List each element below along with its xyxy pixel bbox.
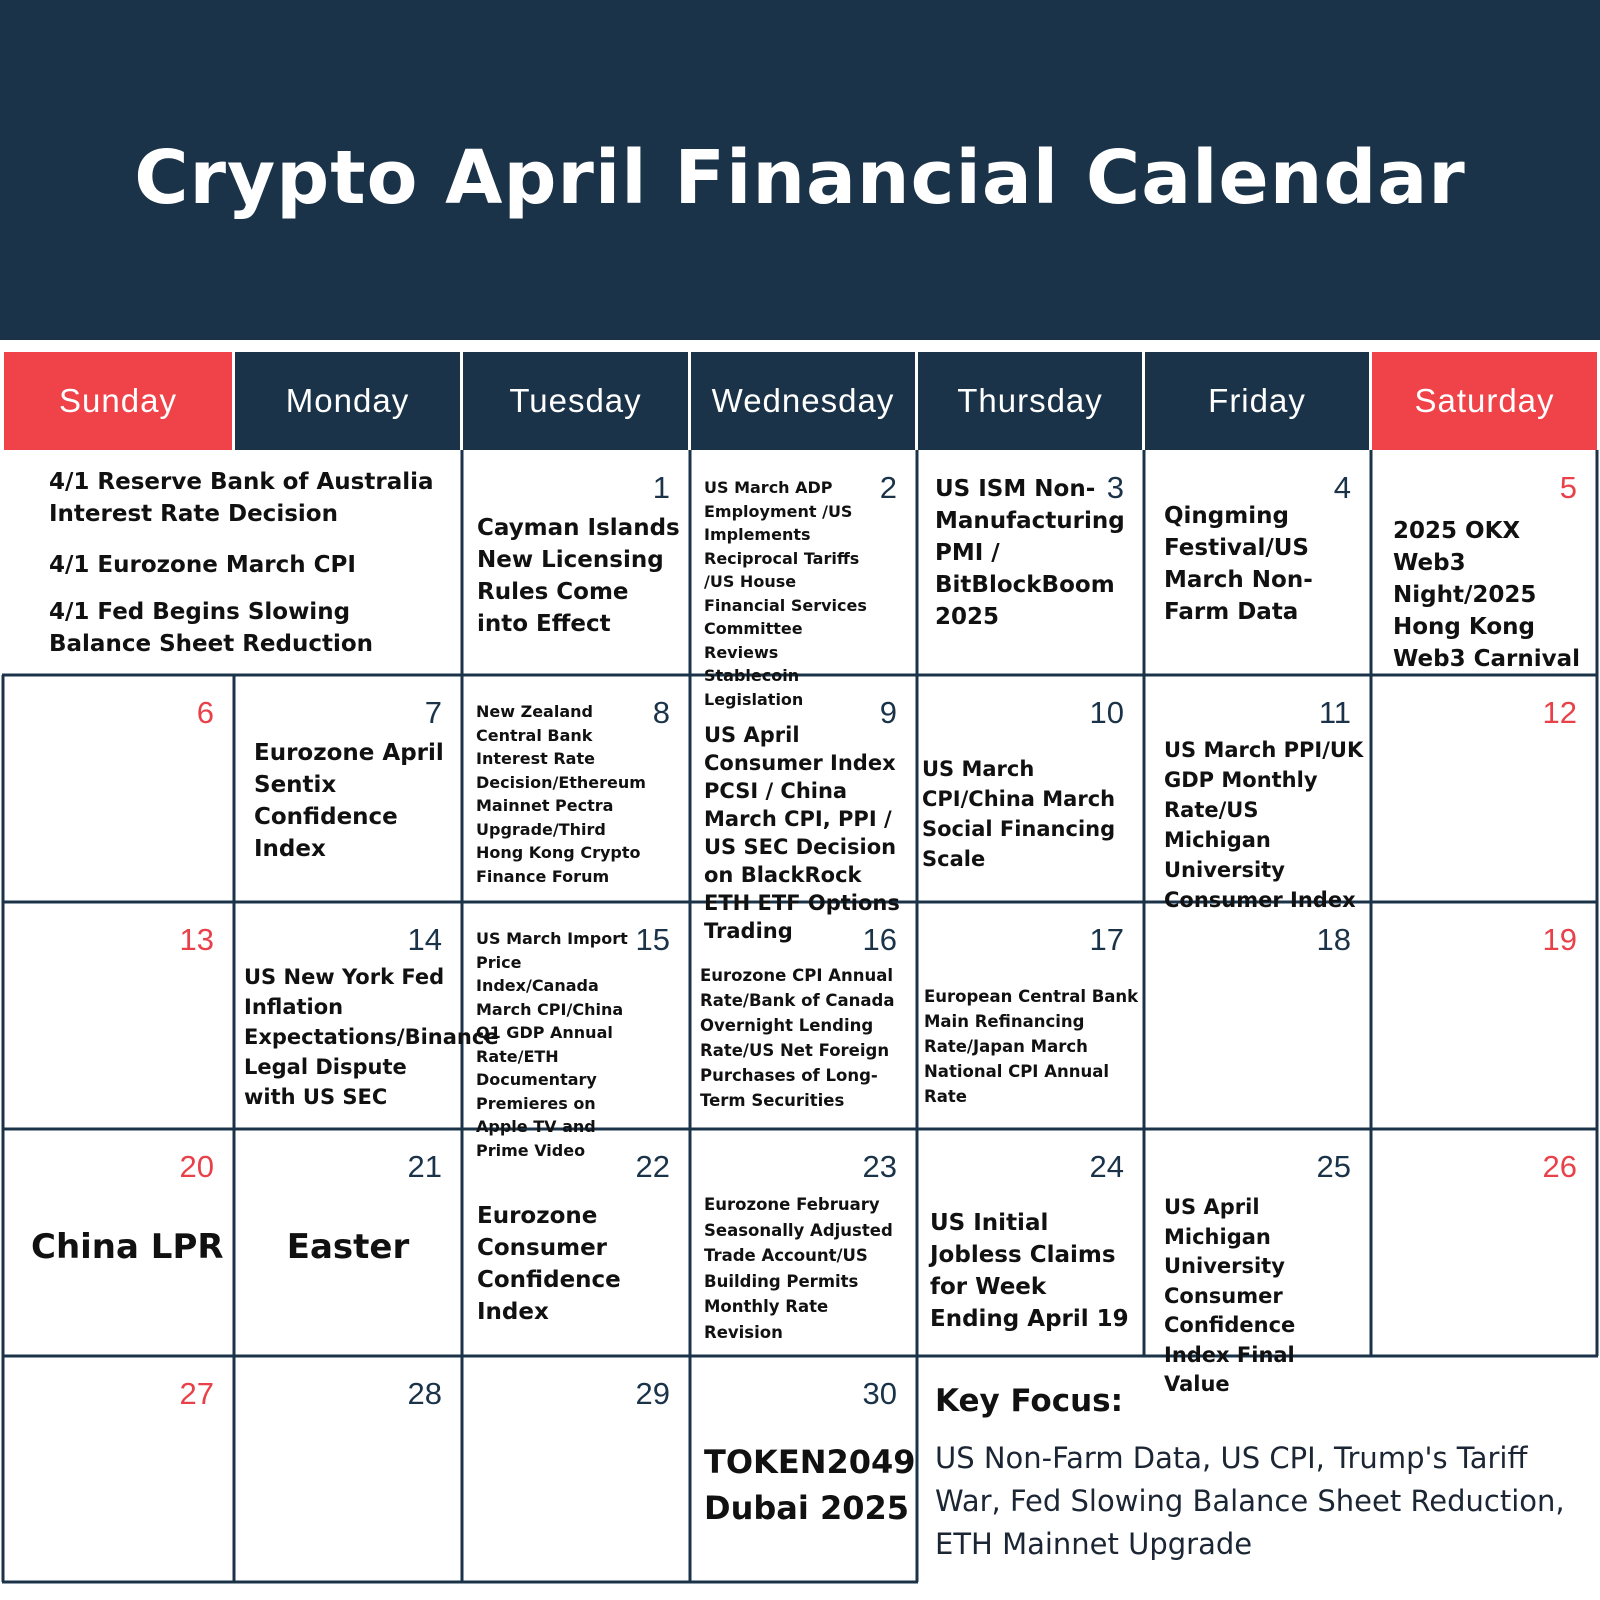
calendar-day-17[interactable] — [917, 902, 1144, 1129]
event-text: New Zealand Central Bank Interest Rate Decision/Ethereum Mainnet Pectra Upgrade/Third Hong Kong Crypto Finance Forum — [476, 702, 646, 886]
calendar-day-23[interactable] — [690, 1129, 917, 1356]
event-text: China LPR — [31, 1227, 224, 1267]
calendar-day-1[interactable] — [462, 450, 690, 675]
date-number: 24 — [1089, 1149, 1124, 1184]
date-number: 4 — [1333, 470, 1351, 505]
date-number: 26 — [1542, 1149, 1577, 1184]
calendar-day-20[interactable] — [3, 1129, 234, 1356]
calendar-day-29[interactable] — [462, 1356, 690, 1582]
event-text: 2025 OKX Web3 Night/2025 Hong Kong Web3 Carnival — [1393, 518, 1581, 672]
event-text-apr1-rba: 4/1 Reserve Bank of Australia Interest Rate Decision — [49, 469, 434, 527]
calendar-day-11[interactable] — [1144, 675, 1371, 912]
key-focus-body: US Non-Farm Data, US CPI, Trump's Tariff War, Fed Slowing Balance Sheet Reduction, ETH Mainnet Upgrade — [935, 1441, 1565, 1561]
calendar-day-4[interactable] — [1144, 450, 1371, 675]
date-number: 14 — [407, 922, 442, 957]
calendar-day-19[interactable] — [1371, 902, 1597, 1129]
date-number: 16 — [862, 922, 897, 957]
event-text: US March PPI/UK GDP Monthly Rate/US Michigan University Consumer Index — [1164, 738, 1364, 912]
event-text: US March Import Price Index/Canada March CPI/China Q1 GDP Annual Rate/ETH Documentary Premieres on Apple TV and Prime Video — [476, 929, 628, 1160]
calendar-day-26[interactable] — [1371, 1129, 1597, 1356]
day-header-sunday: Sunday — [4, 352, 232, 450]
event-text: US March ADP Employment /US Implements Reciprocal Tariffs /US House Financial Services Committee Reviews Stablecoin Legislation — [704, 478, 867, 709]
key-focus-title: Key Focus: — [935, 1383, 1124, 1419]
event-text: US April Consumer Index PCSI / China March CPI, PPI / US SEC Decision on BlackRock ETH ETF Options Trading — [704, 723, 900, 943]
event-text: TOKEN2049 Dubai 2025 — [704, 1443, 916, 1527]
date-number: 18 — [1316, 922, 1351, 957]
calendar-day-16[interactable] — [690, 902, 917, 1129]
calendar-day-25[interactable] — [1144, 1129, 1371, 1396]
calendar-day-27[interactable] — [3, 1356, 234, 1582]
date-number: 25 — [1316, 1149, 1351, 1184]
date-number: 3 — [1106, 470, 1124, 505]
calendar-day-21[interactable] — [234, 1129, 462, 1356]
event-text-apr1-fed: 4/1 Fed Begins Slowing Balance Sheet Reduction — [49, 599, 374, 657]
day-header-tuesday: Tuesday — [463, 352, 688, 450]
day-header-thursday: Thursday — [918, 352, 1142, 450]
date-number: 21 — [407, 1149, 442, 1184]
date-number: 15 — [635, 922, 670, 957]
event-text: US March CPI/China March Social Financing Scale — [922, 757, 1116, 871]
day-header-monday: Monday — [235, 352, 460, 450]
header-banner — [0, 0, 1600, 340]
calendar-day-30[interactable] — [690, 1356, 917, 1582]
event-text: US April Michigan University Consumer Confidence Index Final Value — [1164, 1195, 1296, 1396]
calendar-day-24[interactable] — [917, 1129, 1144, 1356]
calendar-day-10[interactable] — [917, 675, 1144, 902]
date-number: 9 — [879, 695, 897, 730]
event-text: Cayman Islands New Licensing Rules Come into Effect — [477, 515, 680, 637]
calendar-day-14[interactable] — [234, 902, 499, 1129]
calendar-day-2[interactable] — [690, 450, 917, 709]
date-number: 19 — [1542, 922, 1577, 957]
date-number: 5 — [1559, 470, 1577, 505]
event-text: Qingming Festival/US March Non-Farm Data — [1164, 503, 1313, 625]
event-text: Eurozone CPI Annual Rate/Bank of Canada Overnight Lending Rate/US Net Foreign Purchases of Long-Term Securities — [700, 966, 895, 1110]
day-header-friday: Friday — [1145, 352, 1369, 450]
date-number: 28 — [407, 1376, 442, 1411]
event-text: European Central Bank Main Refinancing Rate/Japan March National CPI Annual Rate — [924, 987, 1139, 1106]
event-text-apr1-eurozone-cpi: 4/1 Eurozone March CPI — [49, 552, 356, 578]
date-number: 11 — [1318, 695, 1351, 730]
event-text: US ISM Non-Manufacturing PMI / BitBlockBoom 2025 — [935, 476, 1125, 630]
date-number: 30 — [862, 1376, 897, 1411]
page-title: Crypto April Financial Calendar — [134, 135, 1466, 221]
day-header-saturday: Saturday — [1372, 352, 1597, 450]
event-text: US New York Fed Inflation Expectations/Binance Legal Dispute with US SEC — [244, 965, 499, 1109]
event-text: Easter — [286, 1227, 410, 1267]
calendar-day-12[interactable] — [1371, 675, 1597, 902]
day-header-wednesday: Wednesday — [691, 352, 915, 450]
calendar-day-28[interactable] — [234, 1356, 462, 1582]
event-text: US Initial Jobless Claims for Week Ending April 19 — [930, 1210, 1129, 1332]
date-number: 1 — [652, 470, 670, 505]
date-number: 7 — [424, 695, 442, 730]
calendar-day-6[interactable] — [3, 675, 234, 902]
calendar-day-7[interactable] — [234, 675, 462, 902]
date-number: 2 — [879, 470, 897, 505]
calendar-day-18[interactable] — [1144, 902, 1371, 1129]
date-number: 6 — [196, 695, 214, 730]
calendar-day-22[interactable] — [462, 1129, 690, 1356]
date-number: 10 — [1089, 695, 1124, 730]
date-number: 29 — [635, 1376, 670, 1411]
calendar-day-13[interactable] — [3, 902, 234, 1129]
event-text: Eurozone April Sentix Confidence Index — [254, 740, 444, 862]
date-number: 8 — [652, 695, 670, 730]
calendar-day-5[interactable] — [1371, 450, 1597, 675]
date-number: 20 — [179, 1149, 214, 1184]
date-number: 27 — [179, 1376, 214, 1411]
event-text: Eurozone Consumer Confidence Index — [477, 1203, 621, 1325]
date-number: 12 — [1542, 695, 1577, 730]
calendar-day-15[interactable] — [462, 902, 690, 1160]
event-text: Eurozone February Seasonally Adjusted Trade Account/US Building Permits Monthly Rate Revision — [704, 1195, 893, 1342]
date-number: 17 — [1089, 922, 1124, 957]
calendar-day-3[interactable] — [917, 450, 1144, 675]
calendar-day-8[interactable] — [462, 675, 690, 902]
date-number: 13 — [179, 922, 214, 957]
date-number: 23 — [862, 1149, 897, 1184]
date-number: 22 — [635, 1149, 670, 1184]
